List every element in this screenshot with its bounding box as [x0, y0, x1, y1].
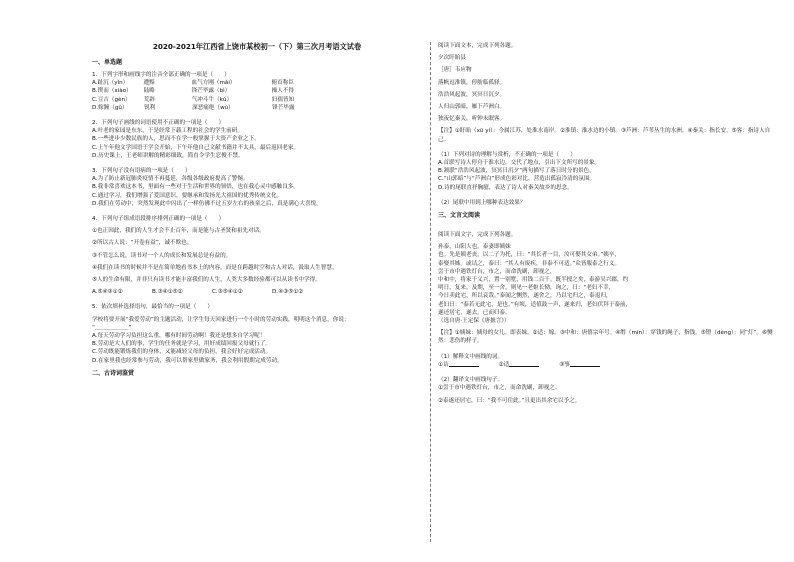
option-line: B.我非常喜欢这本书，里面有一些对于生活和世界的领悟，也在我心灵中感触良多。	[92, 184, 299, 191]
option-line: B.劳动是大人们的事，学生的任务就是学习，用好成绩回报父母就行了。	[92, 341, 272, 348]
prose-line: 也。先是姨老丧，以二子为托，曰：“其长者一目，汝可娶其女弟。”姨卒，	[438, 252, 620, 259]
sentence-item: ④我们在读书的时候并不是在简单地看书本上的内容，而是在跨越时空和古人对话，汲取人生智慧。	[92, 264, 338, 271]
poem-author: ［唐］韦应物	[438, 67, 472, 74]
question-stem: 3．下列句子没有语病的一项是（ ）	[92, 168, 191, 175]
option-line: D.在家里我也经常参与劳动，我可以帮家里做家务，我会利用假期完成劳动。	[92, 357, 283, 364]
section-heading: 一、单选题	[92, 59, 123, 66]
poem-note: 【注】①盱眙（xū yí）：今属江苏，处淮水南岸。②淮镇：淮水边的小镇。③芦洲：芦苇丛生的水洲。④秦关：指长安。⑤客：指诗人自己。	[438, 128, 771, 143]
translate-item: ①尝于市中遇铁灯台，市之，而命洗刷，卸视之。	[438, 385, 561, 392]
choice: D.④③⑤①②	[272, 289, 304, 296]
option-line: C.上午年他文学国语于学会开始，下午年他自己文献书籍并不太具，最后返回老家。	[92, 144, 300, 151]
option-line: B.颔联“浩浩风起波，冥冥日沉夕”两句描写了落日时分的景色。	[438, 168, 595, 175]
option-word: 豆吉（gèn）	[97, 96, 131, 103]
reading-intro: 阅读下面文本，完成下列各题。	[438, 43, 517, 49]
option-word: 气冲斗牛（kǔ）	[191, 96, 233, 103]
choice: B.③④①⑤②	[152, 289, 183, 296]
option-label: D.	[92, 104, 99, 111]
prose-line: 尝于市中遇铁灯台，市之，而命洗刷，卸视之，	[438, 268, 556, 275]
poem-line: 落帆逗淮镇，停舫临孤驿。	[438, 79, 506, 86]
question-stem: （1）解释文中画线的词。	[438, 353, 504, 360]
option-word: 深恶痛绝（wù）	[192, 104, 234, 111]
prose-source: （选自唐·王定保《唐摭言》）	[438, 318, 510, 325]
reading-intro: 阅读下面文字，完成下列各题。	[438, 232, 517, 239]
choice-row	[92, 288, 422, 296]
option-word: 血气方刚（mǎi）	[191, 80, 236, 87]
option-label: C.	[92, 96, 98, 103]
option-label: A.	[92, 80, 98, 87]
option-row	[92, 104, 422, 112]
option-label: B.	[92, 88, 98, 95]
question-stem: 2．下列句子画线的词语使用不正确的一项是（ ）	[92, 120, 225, 127]
option-word: 锋芒毕露（bì）	[191, 88, 231, 95]
answer-blank[interactable]	[449, 361, 479, 367]
explain-item: ②适	[498, 361, 510, 368]
option-word: 俯首称臣	[271, 80, 294, 87]
question-stem: （2）翻译文中画线句子。	[438, 377, 504, 384]
option-word: 趾沉（yǐn）	[97, 80, 129, 87]
option-line: D.我们在劳动中，突然发现此中闪出了一样仿佛不过五岁左右的孩童之后，真是满心大喜悦。	[92, 200, 322, 207]
explain-item: ③事	[559, 361, 570, 368]
option-word: 陆略	[143, 88, 155, 95]
prose-line: 孙泰，山阳人也。泰妻即姨妹	[438, 244, 511, 251]
option-line: A.首联写诗人停舟于淮水边，交代了地点，引出下文所写的景象。	[438, 160, 601, 167]
column-divider	[430, 42, 431, 542]
choice: A.⑤④③①②	[92, 289, 123, 296]
prose-line: 中和中，将家于义兴，置一别墅，用钱二百千。既半授之矣，泰游吴兴郡，约	[438, 277, 629, 284]
sentence-item: ③不管怎么说，读书对一个人的成长和发展总是有益的。	[92, 252, 232, 259]
prose-line: 遂还居宅，遂去，已而归泰。	[438, 309, 511, 316]
option-word: 嫁鐘（gǔ）	[98, 104, 128, 111]
prose-line: 明日，复来。及期，至一舍，则见一老妪长恸，询之，曰：“老妇不幸，	[438, 285, 615, 292]
option-word: 妇孺皆知	[271, 96, 295, 103]
option-line: A.为了防止新冠肺炎疫情不再蔓延，各级各级政府提高了警惕。	[92, 176, 249, 183]
question-stem: （1）下列对诗的理解与赏析，不正确的一项是（ ）	[438, 151, 576, 158]
section-heading: 三、文言文阅读	[438, 212, 481, 220]
option-line: C.通过学习，我们增强了爱国意识，要继承和发扬光大祖国的优秀传统文化。	[92, 192, 283, 199]
prose-line: 泰娶其姊。或诘之，泰曰：“其人有废疾，非泰不可适。”众皆服泰之行义。	[438, 260, 620, 267]
section-heading: 二、古诗词鉴赏	[92, 369, 135, 377]
option-row	[92, 79, 422, 87]
document-title: 2020-2021年江西省上饶市某校初一（下）第三次月考语文试卷	[152, 42, 362, 51]
translate-item: ②泰遂还居宅，曰：“我不可住此。”且更出其余宅以予之。	[438, 397, 581, 404]
glossary-note: 【注】①姨妹：姨母的女儿。即表妹。②适：嫁。③中和：唐僖宗年号。④缗（mín）：穿钱的绳子，指钱。⑤镫（dèng）：同“灯”。⑥恻然：悲伤的样子。	[438, 330, 773, 345]
option-line: D.历史课上，王老师讲解的精彩细致，简直令学生忍俊不禁。	[92, 152, 244, 159]
option-word: 锐利	[144, 104, 156, 111]
question-stem: 5．依次填补选择语句，最恰当的一项是（ ）	[92, 304, 214, 311]
question-stem: （2）尾联中用到上哪种表达效果？	[438, 199, 526, 206]
sentence-item: ①也正因此，我们的人生才会不止百年，而是能与古圣贤和祖先对话。	[92, 228, 265, 235]
poem-line: 人归山郭暗，雁下芦洲白。	[438, 104, 506, 111]
option-word: 锋芒毕露	[272, 104, 295, 111]
explain-row	[438, 361, 778, 369]
question-stem: 4．下列句子组成语段排序排列正确的一项是（ ）	[92, 216, 225, 223]
answer-blank[interactable]	[570, 361, 600, 367]
sentence-item: ②所以古人说：“开卷有益”，诚不欺也。	[92, 240, 193, 247]
poem-title: 夕次盱眙县	[438, 55, 466, 62]
right-column	[438, 42, 778, 405]
option-word: 锲而（xiào）	[97, 88, 132, 95]
passage-line: 学校将要开展“我爱劳动”的主题活动，让学生每天回家进行一个小时的劳动实践，明明这个消息，你说：	[92, 316, 350, 323]
poem-line: 浩浩风起波，冥冥日沉夕。	[438, 91, 506, 98]
left-column	[92, 42, 422, 382]
prose-line: 老妇曰：“泰若无此宅，是也。”有顷，适值鼓一声，遂来归，老妇伏拜于泰前，	[438, 301, 632, 308]
option-word: 操人不得	[271, 88, 295, 95]
answer-blank[interactable]	[509, 361, 539, 367]
prose-line: 今日卖此宅，所以哀哉。”泰闻之恻然，遂舍之，乃以宅归之，泰退归，	[438, 293, 612, 300]
choice: C.③⑤④①②	[212, 289, 243, 296]
sentence-item: ⑤人的生命有限，并非只有读书才能丰富我们的人生，人类大多数经验都可以从读书中学得。	[92, 277, 321, 284]
option-word: 荒辟	[143, 96, 155, 103]
option-line: D.诗的尾联直抒胸臆，表达了诗人对秦关故乡的思念。	[438, 184, 573, 191]
option-line: B.一些进步少数民族的人，思而不在学一般掌握于大资产企业之下。	[92, 136, 260, 143]
explain-item: ①诘	[438, 361, 449, 368]
question-stem: 1．下列字形和画线字的注音全部正确的一项是（ ）	[92, 72, 230, 78]
option-line: C.“山郭暗”与“芦洲白”形成色彩对比，营造出孤寂冷清的氛围。	[438, 176, 596, 183]
option-word: 遭黯	[143, 80, 155, 87]
option-line: C.劳动既能锻炼我们的身体，又能减轻父母的负担，我会好好完成活动。	[92, 349, 272, 356]
option-line: A.每天劳动学习负担这么重，哪有时间劳动啊！我还是想多自学习呢！	[92, 333, 266, 340]
option-row	[92, 96, 422, 104]
passage-line: “＿＿＿＿＿＿”	[92, 324, 132, 331]
poem-line: 独夜忆秦关，听钟未眠客。	[438, 116, 506, 123]
option-line: A.叶老的家园是东东，于是经常下载工程的社会的学生前研。	[92, 128, 243, 135]
option-row	[92, 87, 422, 95]
